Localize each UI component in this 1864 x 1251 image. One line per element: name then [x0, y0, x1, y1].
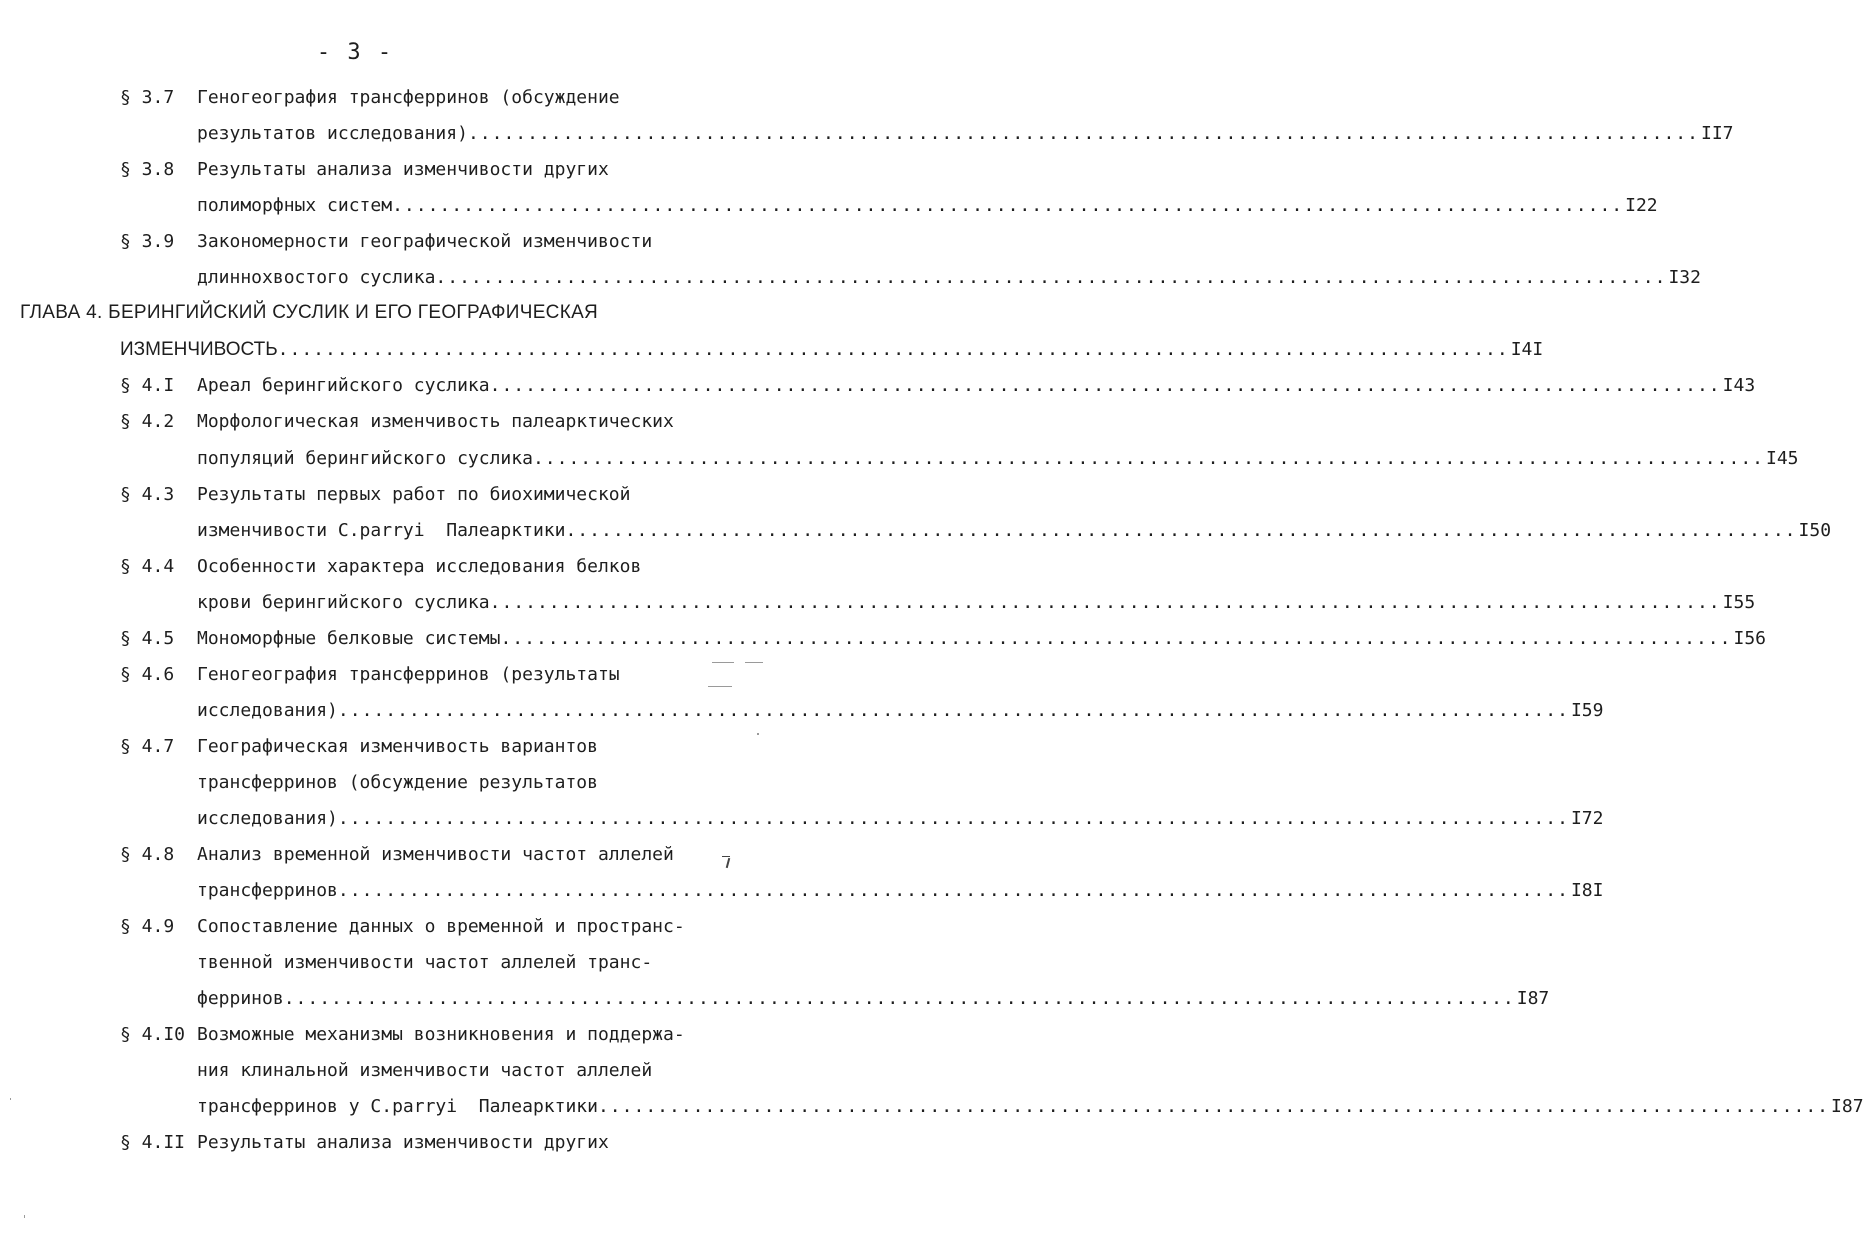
- toc-entry-4-2: [197, 448, 1799, 470]
- toc-entry-3-9: [197, 267, 1701, 289]
- scan-mark: [726, 858, 731, 868]
- toc-entry-3-7: [197, 123, 1734, 145]
- toc-entry-4-5: [197, 628, 1766, 650]
- scan-mark: [10, 1098, 11, 1100]
- toc-entry-4-6: [197, 700, 1604, 722]
- section-4-1-number: § 4.I: [120, 375, 175, 396]
- section-3-9-title: Закономерности географической изменчивости: [197, 231, 653, 252]
- dot-leader: ........................................................................................................: [392, 195, 1624, 216]
- section-3-7-number: § 3.7: [120, 87, 175, 108]
- dot-leader: ........................................................................................................: [489, 375, 1721, 396]
- page-ref-4-5: I56: [1733, 628, 1766, 649]
- section-4-8-number: § 4.8: [120, 844, 175, 865]
- section-4-8-title-cont: трансферринов: [197, 880, 338, 901]
- section-3-9-title-cont: длиннохвостого суслика: [197, 267, 436, 288]
- section-4-2-number: § 4.2: [120, 411, 175, 432]
- section-4-7-title-line2: трансферринов (обсуждение результатов: [197, 772, 598, 793]
- page-ref-3-7: II7: [1700, 123, 1734, 144]
- dot-leader: ........................................................................................................: [435, 267, 1667, 288]
- dot-leader: ........................................................................................................: [597, 1096, 1830, 1117]
- toc-entry-4-9: [197, 988, 1550, 1010]
- chapter-4-title: ГЛАВА 4. БЕРИНГИЙСКИЙ СУСЛИК И ЕГО ГЕОГРАФИЧЕСКАЯ: [20, 302, 599, 323]
- page-ref-3-9: I32: [1668, 267, 1701, 288]
- section-4-7-number: § 4.7: [120, 736, 175, 757]
- toc-entry-4-7: [197, 808, 1604, 830]
- dot-leader: ........................................................................................................: [337, 808, 1569, 829]
- section-4-4-title-cont: крови берингийского суслика: [197, 592, 490, 613]
- dot-leader: ........................................................................................................: [283, 988, 1515, 1009]
- page-ref-4-3: I50: [1798, 520, 1832, 541]
- section-4-9-number: § 4.9: [120, 916, 175, 937]
- toc-entry-4-1: [197, 375, 1756, 397]
- section-4-5-title: Мономорфные белковые системы: [197, 628, 501, 649]
- section-4-10-number: § 4.I0: [120, 1024, 186, 1045]
- dot-leader: ........................................................................................................: [489, 592, 1721, 613]
- section-4-9-title: Сопоставление данных о временной и пространс-: [197, 916, 685, 937]
- page-ref-4-8: I8I: [1570, 880, 1604, 901]
- section-4-2-title: Морфологическая изменчивость палеарктических: [197, 411, 674, 432]
- scan-mark: [712, 662, 734, 663]
- section-3-9-number: § 3.9: [120, 231, 175, 252]
- toc-entry-4-4: [197, 592, 1756, 614]
- dot-leader: ........................................................................................................: [467, 123, 1699, 144]
- section-4-10-title-line2: ния клинальной изменчивости частот аллелей: [197, 1060, 653, 1081]
- scan-mark: [24, 1215, 25, 1218]
- scan-mark: [757, 733, 759, 735]
- section-4-1-title: Ареал берингийского суслика: [197, 375, 490, 396]
- dot-leader: ........................................................................................................: [277, 339, 1509, 360]
- scan-mark: [708, 686, 732, 687]
- toc-entry-4-10: [197, 1096, 1864, 1118]
- page-ref-4-2: I45: [1766, 448, 1799, 469]
- scan-mark: [745, 662, 763, 663]
- scan-mark: [722, 856, 730, 857]
- section-4-3-title: Результаты первых работ по биохимической: [197, 484, 631, 505]
- section-4-4-number: § 4.4: [120, 556, 175, 577]
- dot-leader: ........................................................................................................: [565, 520, 1797, 541]
- section-4-10-title-cont: трансферринов у C.parryi Палеарктики: [197, 1096, 598, 1117]
- section-4-10-title: Возможные механизмы возникновения и поддержа-: [197, 1024, 685, 1045]
- section-4-3-title-cont: изменчивости C.parryi Палеарктики: [197, 520, 566, 541]
- dot-leader: ........................................................................................................: [337, 700, 1569, 721]
- dot-leader: ........................................................................................................: [500, 628, 1732, 649]
- page-number: - 3 -: [316, 40, 394, 65]
- toc-entry-chapter-4: [120, 339, 1544, 361]
- section-4-7-title-cont: исследования): [197, 808, 338, 829]
- page-ref-4-1: I43: [1722, 375, 1756, 396]
- chapter-4-title-cont: ИЗМЕНЧИВОСТЬ: [120, 339, 278, 360]
- section-4-3-number: § 4.3: [120, 484, 175, 505]
- section-4-6-title-cont: исследования): [197, 700, 338, 721]
- section-4-7-title: Географическая изменчивость вариантов: [197, 736, 598, 757]
- section-4-6-title: Геногеография трансферринов (результаты: [197, 664, 620, 685]
- section-3-8-title: Результаты анализа изменчивости других: [197, 159, 609, 180]
- toc-entry-3-8: [197, 195, 1658, 217]
- page-ref-4-6: I59: [1570, 700, 1604, 721]
- section-4-4-title: Особенности характера исследования белков: [197, 556, 642, 577]
- section-4-6-number: § 4.6: [120, 664, 175, 685]
- page-ref-chapter-4: I4I: [1510, 339, 1544, 360]
- toc-entry-4-3: [197, 520, 1832, 542]
- section-4-11-title: Результаты анализа изменчивости других: [197, 1132, 609, 1153]
- page-ref-4-9: I87: [1516, 988, 1550, 1009]
- section-3-8-number: § 3.8: [120, 159, 175, 180]
- dot-leader: ........................................................................................................: [532, 448, 1764, 469]
- section-4-5-number: § 4.5: [120, 628, 175, 649]
- section-4-11-number: § 4.II: [120, 1132, 186, 1153]
- section-3-8-title-cont: полиморфных систем: [197, 195, 393, 216]
- section-4-9-title-cont: ферринов: [197, 988, 284, 1009]
- section-4-8-title: Анализ временной изменчивости частот аллелей: [197, 844, 674, 865]
- page-ref-4-10: I87: [1831, 1096, 1864, 1117]
- page-ref-4-7: I72: [1570, 808, 1604, 829]
- toc-entry-4-8: [197, 880, 1604, 902]
- section-4-9-title-line2: твенной изменчивости частот аллелей транс-: [197, 952, 653, 973]
- page-ref-3-8: I22: [1625, 195, 1658, 216]
- section-3-7-title: Геногеография трансферринов (обсуждение: [197, 87, 620, 108]
- dot-leader: ........................................................................................................: [337, 880, 1569, 901]
- page-ref-4-4: I55: [1722, 592, 1756, 613]
- section-4-2-title-cont: популяций берингийского суслика: [197, 448, 533, 469]
- section-3-7-title-cont: результатов исследования): [197, 123, 468, 144]
